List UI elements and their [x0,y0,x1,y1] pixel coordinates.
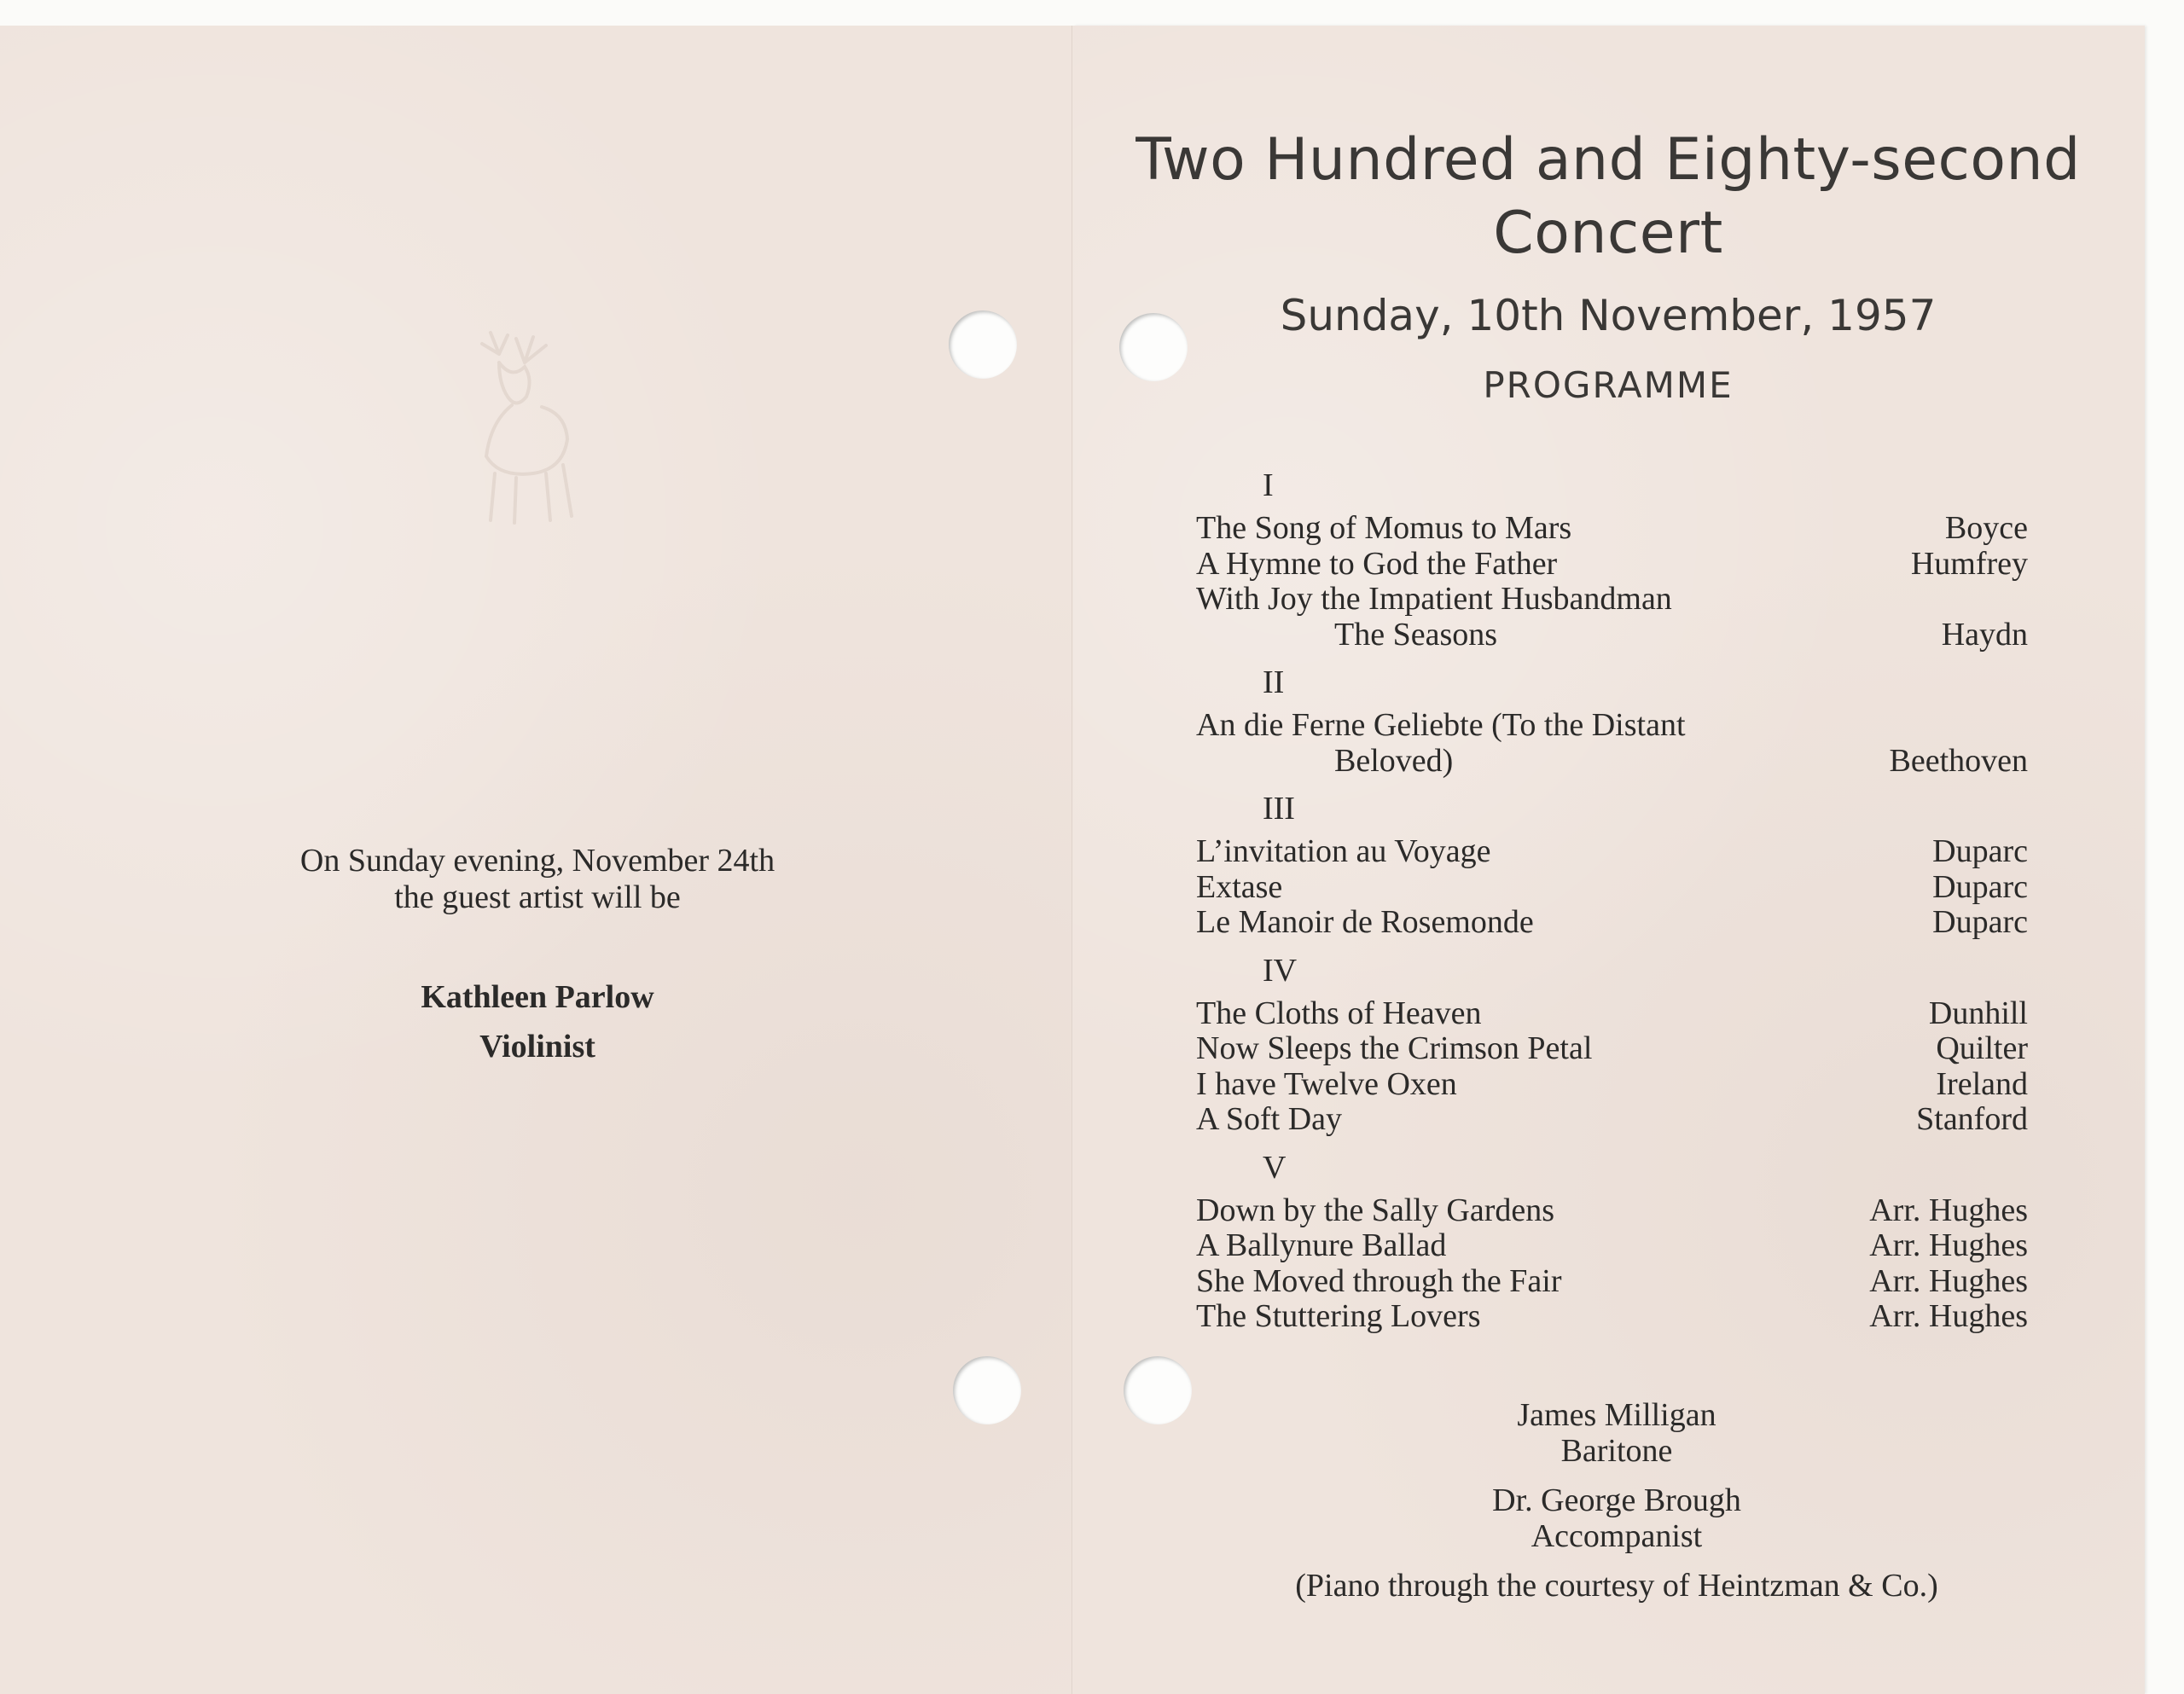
piece-title: Le Manoir de Rosemonde [1196,904,1534,940]
piece-composer: Arr. Hughes [1869,1192,2028,1228]
section-numeral: I [1263,467,1274,503]
performer-role: Accompanist [1531,1518,1703,1554]
notice-line-1: On Sunday evening, November 24th [299,843,775,879]
performers-block [1101,1397,2133,1604]
piece-composer: Ireland [1936,1065,2028,1102]
piece-composer: Duparc [1932,904,2028,940]
piece-title: Beloved) [1334,742,1454,779]
stag-emblem-icon [465,328,593,533]
piece-title: With Joy the Impatient Husbandman [1196,581,1672,617]
programme-heading: PROGRAMME [1483,364,1734,406]
programme-item [1196,1264,2028,1300]
programme-item [1196,834,2028,870]
piece-composer: Beethoven [1889,742,2028,779]
piece-composer: Stanford [1916,1101,2028,1137]
piece-composer: Humfrey [1910,545,2028,582]
programme-section [1196,664,2028,779]
programme-item [1196,1299,2028,1335]
section-numeral: IV [1263,952,1298,989]
programme-item [1196,870,2028,906]
piece-title: The Stuttering Lovers [1196,1298,1481,1334]
section-numeral: III [1263,791,1295,827]
piece-title: A Ballynure Ballad [1196,1227,1447,1263]
guest-artist-block [196,972,879,1071]
piece-composer: Arr. Hughes [1869,1227,2028,1263]
notice-line-2: the guest artist will be [394,879,681,915]
programme-item [1196,708,2028,744]
piece-title: A Soft Day [1196,1101,1342,1137]
piece-title: L’invitation au Voyage [1196,833,1491,869]
piano-courtesy-note: (Piano through the courtesy of Heintzman & Co.) [1295,1568,1938,1604]
section-numeral: V [1263,1149,1287,1186]
guest-artist-role: Violinist [479,1029,595,1065]
programme-section [1196,467,2028,653]
piece-title: Extase [1196,868,1283,905]
performer-name: James Milligan [1517,1397,1716,1433]
concert-date: Sunday, 10th November, 1957 [1280,291,1937,340]
programme-item [1196,996,2028,1032]
piece-composer: Duparc [1932,868,2028,905]
performer-baritone [1101,1397,2133,1469]
piece-composer: Boyce [1944,510,2028,546]
concert-title-line-2: Concert [1493,200,1723,267]
piece-composer: Quilter [1936,1030,2028,1066]
piece-title: She Moved through the Fair [1196,1262,1562,1299]
next-concert-notice [196,843,879,916]
programme-item [1196,744,2028,780]
programme-section [1196,953,2028,1138]
programme-item [1196,547,2028,583]
piece-title: A Hymne to God the Father [1196,545,1558,582]
piece-composer: Duparc [1932,833,2028,869]
piece-composer: Dunhill [1928,995,2028,1031]
piece-title: The Cloths of Heaven [1196,995,1482,1031]
programme-item [1196,618,2028,653]
programme-section [1196,791,2028,941]
programme-item [1196,1193,2028,1229]
programme-list [1196,467,2028,1347]
piece-title: The Seasons [1334,616,1498,653]
performer-accompanist [1101,1482,2133,1554]
performer-name: Dr. George Brough [1492,1482,1741,1518]
concert-title-line-1: Two Hundred and Eighty-second [1136,126,2081,194]
piece-title: An die Ferne Geliebte (To the Distant [1196,707,1686,743]
section-numeral: II [1263,664,1285,700]
programme-item [1196,1228,2028,1264]
piece-title: The Song of Momus to Mars [1196,510,1572,546]
guest-artist-name: Kathleen Parlow [421,979,654,1015]
programme-item [1196,905,2028,941]
punch-hole-icon [949,310,1017,379]
concert-title [1101,124,2116,270]
punch-hole-icon [953,1356,1021,1424]
performer-role: Baritone [1560,1433,1673,1469]
programme-section [1196,1150,2028,1335]
piece-title: I have Twelve Oxen [1196,1065,1457,1102]
programme-item [1196,1067,2028,1103]
piece-composer: Arr. Hughes [1869,1262,2028,1299]
piece-title: Down by the Sally Gardens [1196,1192,1555,1228]
piece-title: Now Sleeps the Crimson Petal [1196,1030,1593,1066]
programme-item [1196,1102,2028,1138]
programme-item [1196,511,2028,547]
programme-item [1196,582,2028,618]
piece-composer: Haydn [1941,616,2028,653]
programme-item [1196,1031,2028,1067]
piece-composer: Arr. Hughes [1869,1298,2028,1334]
left-page [0,26,1074,1694]
